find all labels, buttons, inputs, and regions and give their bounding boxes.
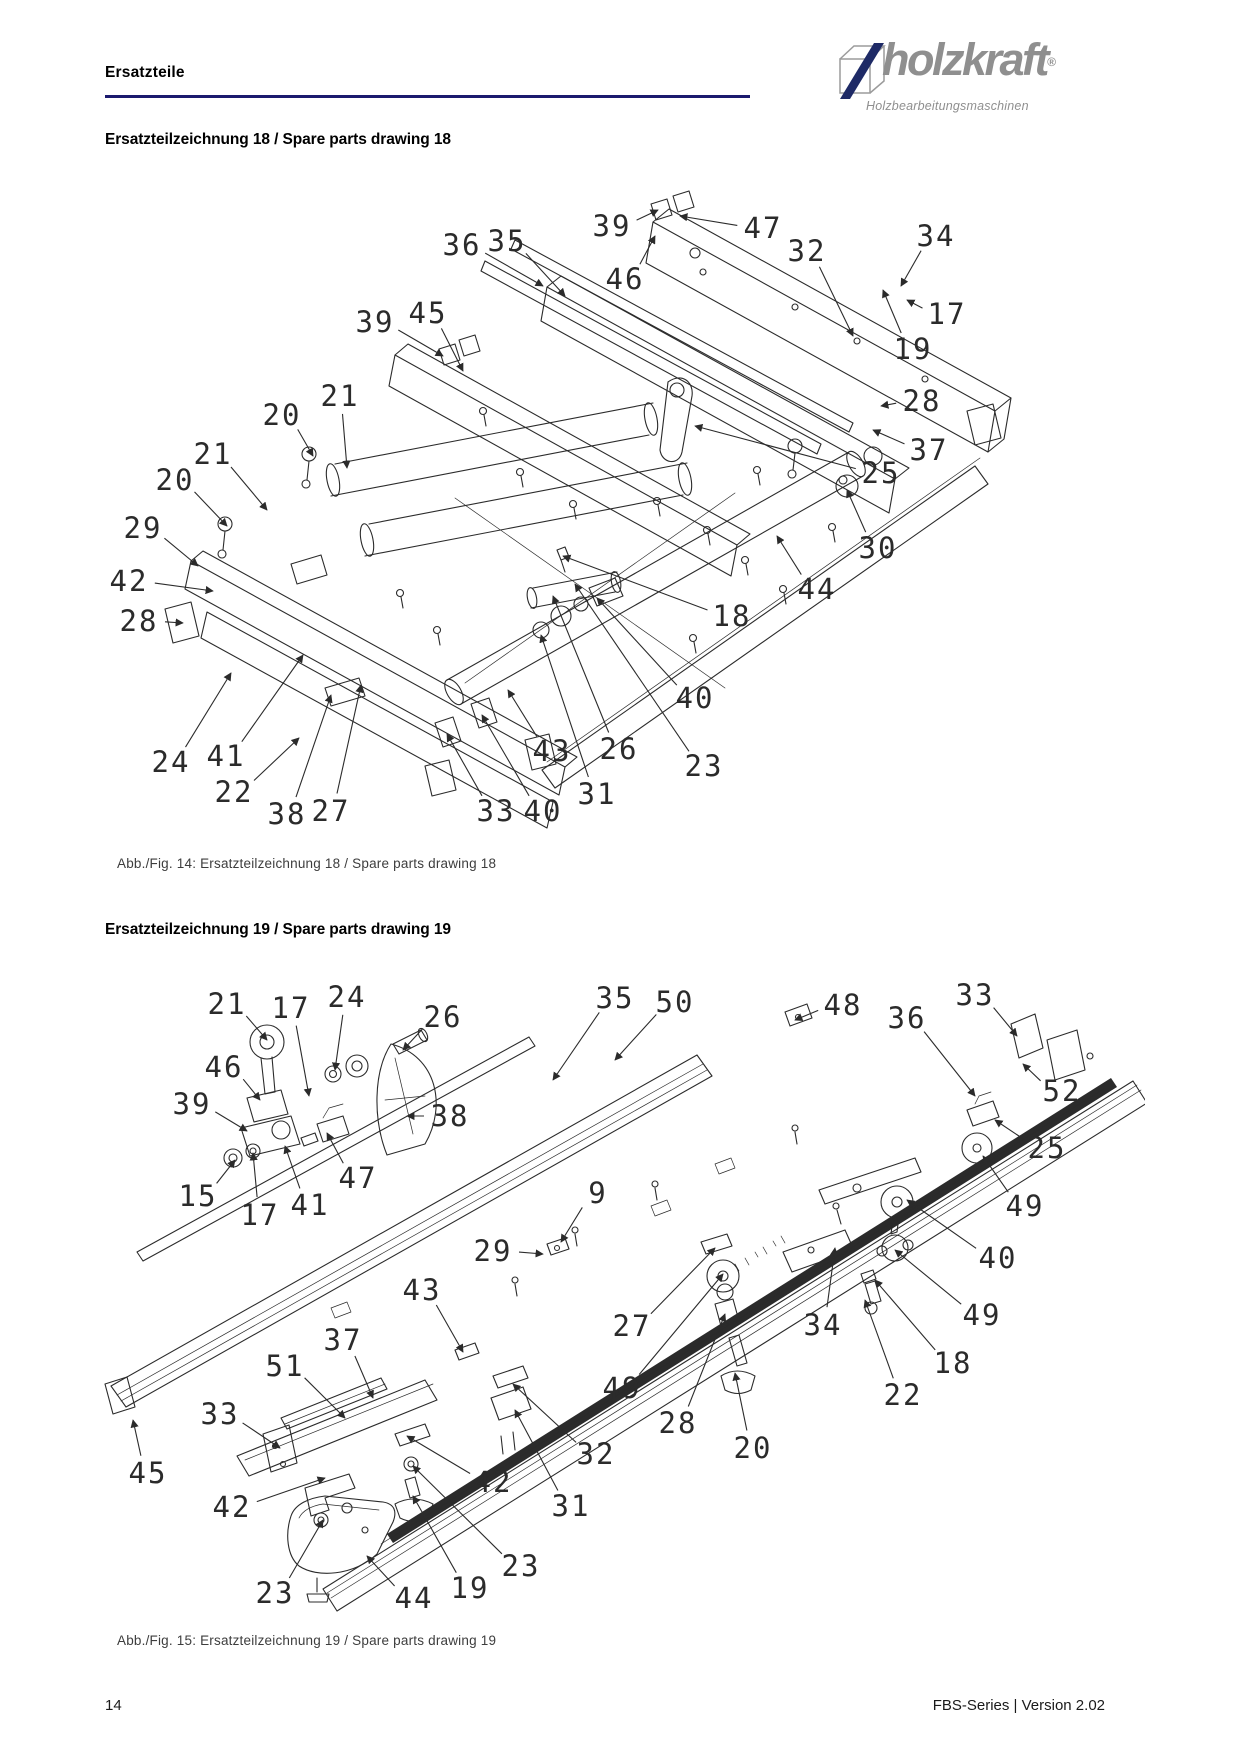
callout-51: 51 <box>265 1349 305 1383</box>
leader-line <box>296 695 331 797</box>
callout-33: 33 <box>476 794 516 828</box>
leader-line <box>819 267 853 336</box>
callout-27: 27 <box>612 1309 652 1343</box>
leader-line <box>553 596 609 733</box>
callout-26: 26 <box>599 732 639 766</box>
logo-tagline: Holzbearbeitungsmaschinen <box>866 99 1029 113</box>
leader-line <box>298 429 313 456</box>
page-title: Ersatzteile <box>105 64 185 81</box>
leader-line <box>995 1120 1024 1140</box>
leader-line <box>847 490 866 532</box>
leader-line <box>1023 1064 1041 1081</box>
callout-23: 23 <box>684 749 724 783</box>
callout-34: 34 <box>916 219 956 253</box>
heading-drawing-18: Ersatzteilzeichnung 18 / Spare parts drawing 18 <box>105 131 451 148</box>
callout-34: 34 <box>803 1308 843 1342</box>
leader-line <box>873 430 905 444</box>
callout-47: 47 <box>338 1161 378 1195</box>
callout-49: 49 <box>602 1371 642 1405</box>
callout-41: 41 <box>290 1188 330 1222</box>
leader-line <box>907 300 923 308</box>
leader-line <box>335 1015 343 1070</box>
leader-line <box>485 253 543 286</box>
callout-17: 17 <box>240 1198 280 1232</box>
leader-line <box>994 1008 1017 1036</box>
leader-line <box>513 1384 576 1442</box>
heading-drawing-19: Ersatzteilzeichnung 19 / Spare parts drawing 19 <box>105 921 451 938</box>
leader-line <box>343 414 348 468</box>
leader-line <box>186 673 232 747</box>
callout-22: 22 <box>214 775 254 809</box>
callout-26: 26 <box>423 1000 463 1034</box>
leader-line <box>242 655 303 742</box>
callout-18: 18 <box>933 1346 973 1380</box>
leader-line <box>355 1356 373 1398</box>
callout-9: 9 <box>588 1176 608 1210</box>
callout-49: 49 <box>962 1298 1002 1332</box>
callout-20: 20 <box>262 398 302 432</box>
callout-41: 41 <box>206 739 246 773</box>
figure-drawing-18 <box>95 168 1145 838</box>
leader-line <box>651 1248 715 1314</box>
callout-23: 23 <box>255 1576 295 1610</box>
callout-42: 42 <box>212 1490 252 1524</box>
leader-line <box>508 690 537 736</box>
callout-33: 33 <box>200 1397 240 1431</box>
leader-line <box>398 330 443 356</box>
logo-slash <box>840 43 884 99</box>
leader-line <box>231 467 267 510</box>
callout-21: 21 <box>320 379 360 413</box>
callout-35: 35 <box>487 224 527 258</box>
leader-line <box>777 536 801 575</box>
callout-40: 40 <box>675 681 715 715</box>
callout-39: 39 <box>172 1087 212 1121</box>
leader-line <box>865 1300 893 1378</box>
callout-35: 35 <box>595 981 635 1015</box>
leader-line <box>305 1378 345 1418</box>
leader-line <box>680 216 737 225</box>
callout-31: 31 <box>577 777 617 811</box>
leader-line <box>215 1112 247 1131</box>
callout-42: 42 <box>473 1465 513 1499</box>
callout-25: 25 <box>1027 1131 1067 1165</box>
registered-mark: ® <box>1047 55 1054 69</box>
callout-42: 42 <box>109 564 149 598</box>
callout-39: 39 <box>355 305 395 339</box>
callout-38: 38 <box>267 797 307 831</box>
leader-line <box>883 290 901 333</box>
callout-40: 40 <box>978 1241 1018 1275</box>
drawing-18-base <box>165 191 1011 828</box>
leader-line <box>133 1420 141 1456</box>
callout-33: 33 <box>955 978 995 1012</box>
callout-28: 28 <box>119 604 159 638</box>
callout-36: 36 <box>887 1001 927 1035</box>
callout-21: 21 <box>193 437 233 471</box>
callout-27: 27 <box>311 794 351 828</box>
callout-20: 20 <box>155 463 195 497</box>
callout-40: 40 <box>523 794 563 828</box>
callout-15: 15 <box>178 1179 218 1213</box>
callout-20: 20 <box>733 1431 773 1465</box>
callout-32: 32 <box>787 234 827 268</box>
leader-line <box>901 251 921 286</box>
callout-50: 50 <box>655 985 695 1019</box>
callout-47: 47 <box>743 211 783 245</box>
leader-line <box>436 1305 463 1352</box>
leader-line <box>553 1012 599 1080</box>
leader-line <box>795 1010 818 1020</box>
leader-line <box>164 538 198 566</box>
page-number: 14 <box>105 1697 122 1714</box>
callout-29: 29 <box>123 511 163 545</box>
callout-30: 30 <box>858 531 898 565</box>
callout-28: 28 <box>902 384 942 418</box>
leader-line <box>895 1250 961 1304</box>
callout-45: 45 <box>128 1456 168 1490</box>
leader-line <box>155 583 213 591</box>
callout-43: 43 <box>532 734 572 768</box>
leader-line <box>688 1314 725 1407</box>
callout-31: 31 <box>551 1489 591 1523</box>
callout-28: 28 <box>658 1406 698 1440</box>
leader-line <box>735 1373 747 1431</box>
leader-line <box>246 1016 267 1040</box>
figure-drawing-19 <box>95 948 1145 1626</box>
leader-line <box>615 1015 656 1061</box>
callout-37: 37 <box>909 433 949 467</box>
callout-44: 44 <box>797 572 837 606</box>
figure-15-caption: Abb./Fig. 15: Ersatzteilzeichnung 19 / Spare parts drawing 19 <box>117 1633 497 1648</box>
leader-line <box>253 1153 257 1197</box>
callout-43: 43 <box>402 1273 442 1307</box>
callout-18: 18 <box>712 599 752 633</box>
callout-46: 46 <box>204 1050 244 1084</box>
callout-19: 19 <box>893 332 933 366</box>
callout-37: 37 <box>323 1323 363 1357</box>
leader-line <box>195 492 228 526</box>
doc-reference: FBS-Series | Version 2.02 <box>932 1697 1105 1714</box>
leader-line <box>924 1032 975 1096</box>
leader-line <box>254 738 299 781</box>
logo-wordmark: holzkraft® <box>882 34 1054 85</box>
drawing-19-callouts <box>129 978 1082 1615</box>
callout-48: 48 <box>823 988 863 1022</box>
leader-line <box>695 426 856 469</box>
leader-line <box>519 1252 543 1254</box>
callout-32: 32 <box>576 1437 616 1471</box>
callout-38: 38 <box>430 1099 470 1133</box>
leader-line <box>597 598 677 685</box>
holzkraft-logo <box>830 34 1130 113</box>
leader-line <box>881 403 896 406</box>
leader-line <box>561 1207 582 1242</box>
callout-24: 24 <box>151 745 191 779</box>
figure-14-caption: Abb./Fig. 14: Ersatzteilzeichnung 18 / Spare parts drawing 18 <box>117 856 497 871</box>
callout-24: 24 <box>327 980 367 1014</box>
callout-19: 19 <box>450 1571 490 1605</box>
callout-23: 23 <box>501 1549 541 1583</box>
callout-46: 46 <box>605 262 645 296</box>
callout-25: 25 <box>861 456 901 490</box>
spare-parts-drawing-19 <box>95 948 1145 1626</box>
leader-line <box>640 236 655 264</box>
leader-line <box>875 1280 935 1350</box>
callout-44: 44 <box>394 1581 434 1615</box>
callout-21: 21 <box>207 987 247 1021</box>
leader-line <box>296 1026 309 1096</box>
callout-17: 17 <box>927 297 967 331</box>
callout-39: 39 <box>592 209 632 243</box>
callout-52: 52 <box>1042 1074 1082 1108</box>
leader-line <box>243 1423 280 1448</box>
title-rule <box>105 95 750 98</box>
callout-36: 36 <box>442 228 482 262</box>
spare-parts-drawing-18 <box>95 168 1145 838</box>
leader-line <box>575 584 689 751</box>
callout-22: 22 <box>883 1378 923 1412</box>
callout-49: 49 <box>1005 1189 1045 1223</box>
callout-29: 29 <box>473 1234 513 1268</box>
callout-45: 45 <box>408 296 448 330</box>
callout-17: 17 <box>271 991 311 1025</box>
